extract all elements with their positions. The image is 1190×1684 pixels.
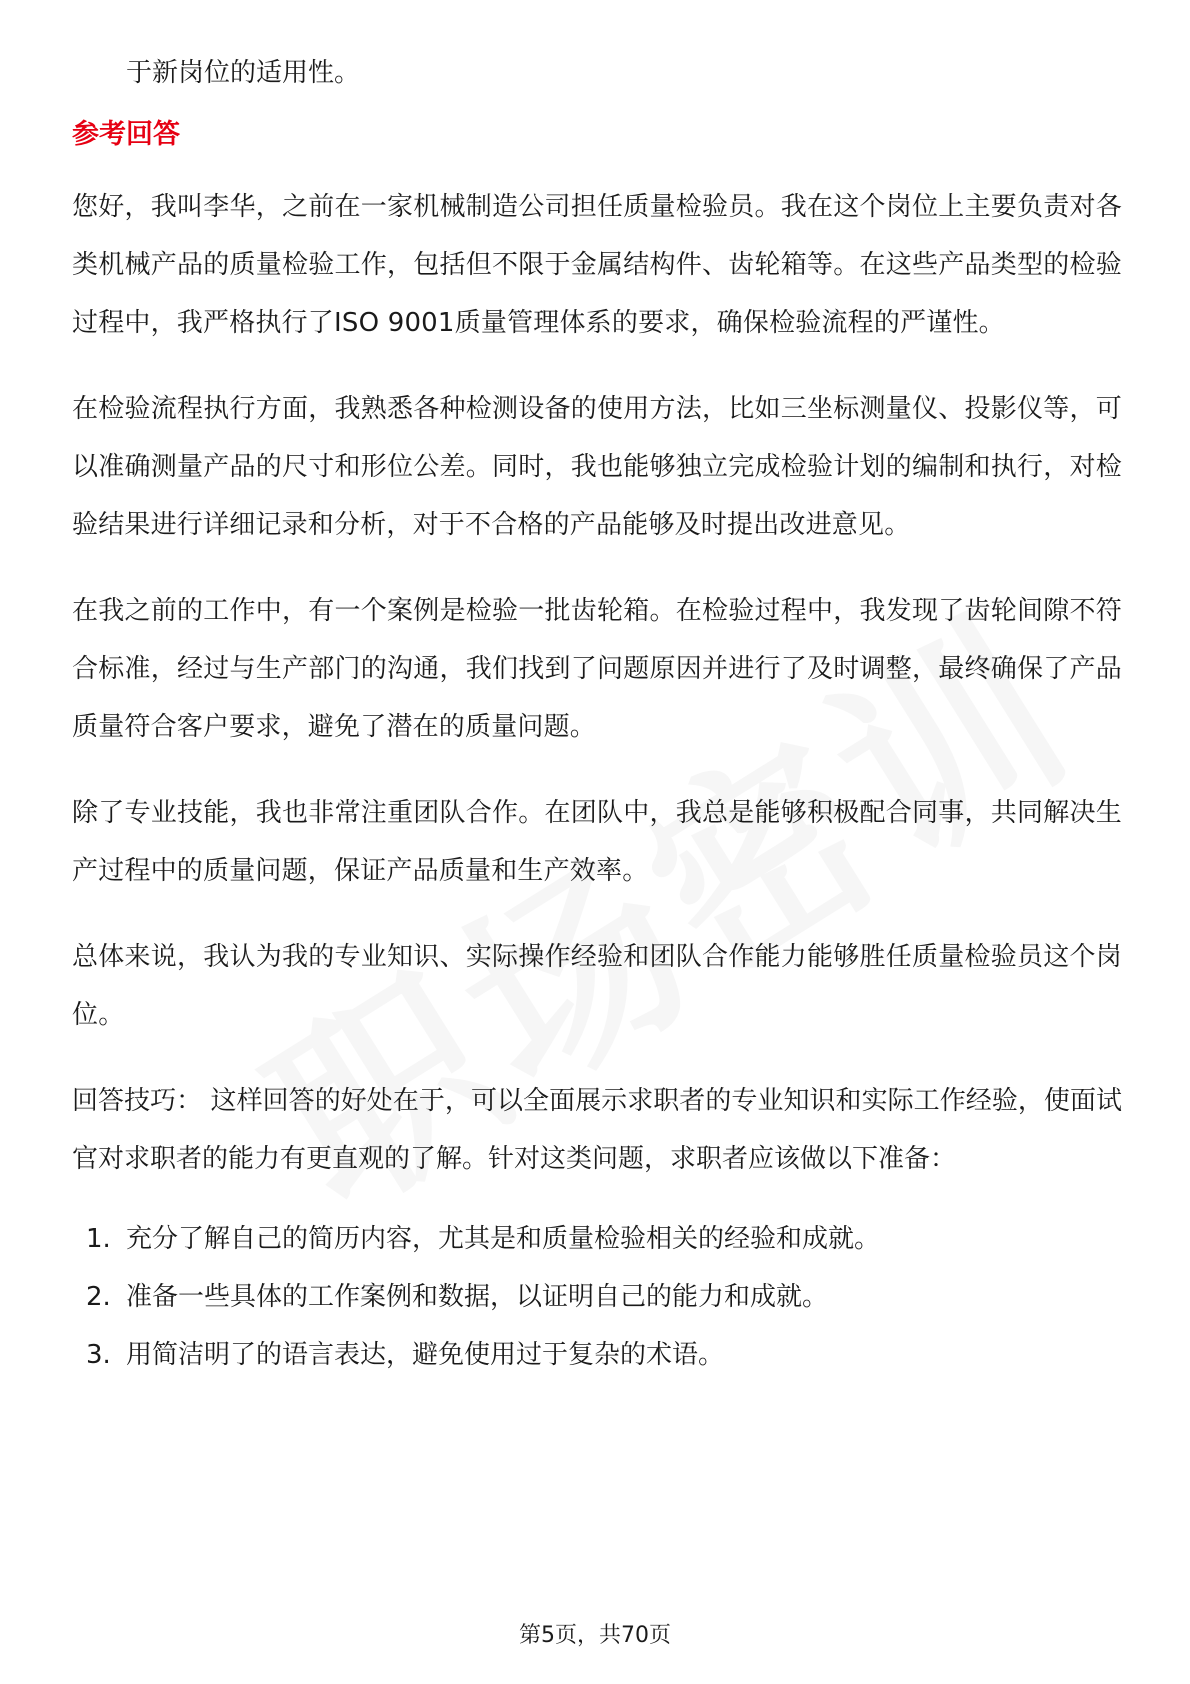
list-item-text: 充分了解自己的简历内容，尤其是和质量检验相关的经验和成就。 [126, 1224, 881, 1254]
list-item [72, 1268, 1122, 1326]
list-item [72, 1210, 1122, 1268]
continuation-text: 于新岗位的适用性。 [126, 58, 361, 88]
list-item-text: 用简洁明了的语言表达，避免使用过于复杂的术语。 [126, 1340, 725, 1370]
tips-paragraph: 回答技巧： 这样回答的好处在于，可以全面展示求职者的专业知识和实际工作经验，使面试官对求职者的能力有更直观的了解。针对这类问题，求职者应该做以下准备： [72, 1086, 1122, 1174]
answer-paragraph: 除了专业技能，我也非常注重团队合作。在团队中，我总是能够积极配合同事，共同解决生产过程中的质量问题，保证产品质量和生产效率。 [72, 798, 1122, 886]
answer-paragraph: 在我之前的工作中，有一个案例是检验一批齿轮箱。在检验过程中，我发现了齿轮间隙不符合标准，经过与生产部门的沟通，我们找到了问题原因并进行了及时调整，最终确保了产品质量符合客户要求，避免了潜在的质量问题。 [72, 596, 1122, 742]
list-item [72, 1326, 1122, 1384]
list-item-number: 3. [86, 1340, 111, 1370]
answer-paragraph: 在检验流程执行方面，我熟悉各种检测设备的使用方法，比如三坐标测量仪、投影仪等，可以准确测量产品的尺寸和形位公差。同时，我也能够独立完成检验计划的编制和执行，对检验结果进行详细记录和分析，对于不合格的产品能够及时提出改进意见。 [72, 394, 1122, 540]
answer-paragraph: 您好，我叫李华，之前在一家机械制造公司担任质量检验员。我在这个岗位上主要负责对各类机械产品的质量检验工作，包括但不限于金属结构件、齿轮箱等。在这些产品类型的检验过程中，我严格执行了ISO 9001质量管理体系的要求，确保检验流程的严谨性。 [72, 192, 1122, 338]
list-item-text: 准备一些具体的工作案例和数据，以证明自己的能力和成就。 [126, 1282, 829, 1312]
answer-heading: 参考回答 [72, 119, 180, 150]
page-number: 第5页，共70页 [519, 1623, 671, 1648]
list-item-number: 2. [86, 1282, 111, 1312]
answer-paragraph: 总体来说，我认为我的专业知识、实际操作经验和团队合作能力能够胜任质量检验员这个岗位。 [72, 942, 1122, 1030]
tips-list [72, 1210, 1122, 1384]
list-item-number: 1. [86, 1224, 111, 1254]
page-content [72, 44, 1122, 1384]
